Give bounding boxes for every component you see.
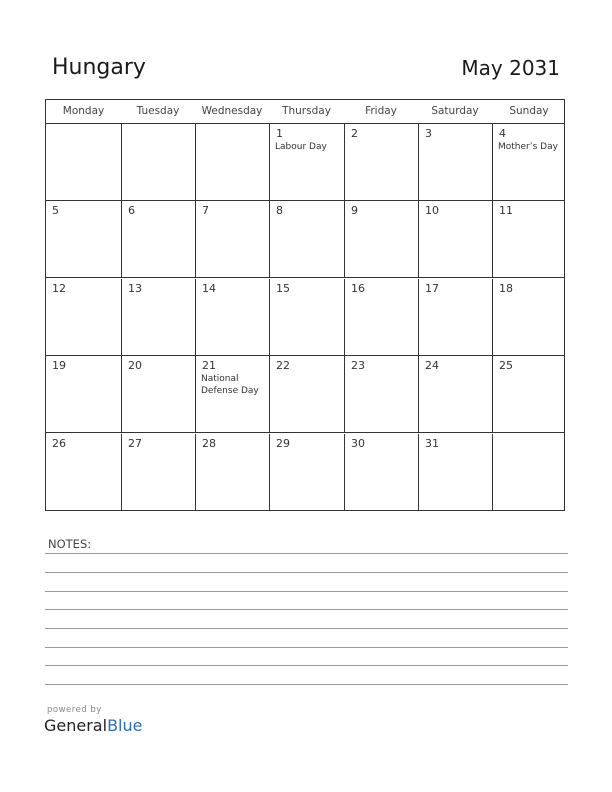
- day-number: 14: [202, 282, 216, 295]
- day-number: 5: [52, 204, 59, 217]
- week-row: [46, 201, 564, 278]
- day-number: 2: [351, 127, 358, 140]
- day-number: 18: [499, 282, 513, 295]
- day-number: 23: [351, 359, 365, 372]
- day-cell[interactable]: [418, 124, 492, 200]
- day-number: 12: [52, 282, 66, 295]
- day-cell[interactable]: [46, 279, 121, 355]
- day-number: 3: [425, 127, 432, 140]
- day-number: 28: [202, 437, 216, 450]
- week-row: [46, 356, 564, 433]
- note-line: [45, 647, 568, 648]
- day-cell[interactable]: [344, 124, 418, 200]
- day-number: 22: [276, 359, 290, 372]
- day-cell[interactable]: [121, 434, 195, 511]
- country-title: Hungary: [52, 55, 146, 80]
- day-number: 17: [425, 282, 439, 295]
- weekday-wednesday: Wednesday: [201, 105, 263, 117]
- day-number: 11: [499, 204, 513, 217]
- day-cell[interactable]: [269, 356, 344, 432]
- day-cell[interactable]: [121, 279, 195, 355]
- day-number: 4: [499, 127, 506, 140]
- day-cell[interactable]: [344, 434, 418, 511]
- day-cell[interactable]: [492, 356, 566, 432]
- day-number: 10: [425, 204, 439, 217]
- day-number: 29: [276, 437, 290, 450]
- day-cell[interactable]: [492, 124, 566, 200]
- day-cell[interactable]: [46, 434, 121, 511]
- day-number: 6: [128, 204, 135, 217]
- week-row: [46, 434, 564, 511]
- holiday-label: National Defense Day: [201, 374, 259, 396]
- day-cell[interactable]: [492, 434, 566, 511]
- day-number: 16: [351, 282, 365, 295]
- day-number: 30: [351, 437, 365, 450]
- day-number: 1: [276, 127, 283, 140]
- day-cell[interactable]: [121, 124, 195, 200]
- day-cell[interactable]: [492, 201, 566, 277]
- day-number: 7: [202, 204, 209, 217]
- holiday-label: Mother’s Day: [498, 142, 558, 152]
- day-number: 21: [202, 359, 216, 372]
- note-line: [45, 628, 568, 629]
- day-number: 9: [351, 204, 358, 217]
- weekday-saturday: Saturday: [431, 105, 479, 117]
- day-cell[interactable]: [46, 356, 121, 432]
- weekday-thursday: Thursday: [282, 105, 331, 117]
- day-number: 13: [128, 282, 142, 295]
- generalblue-logo[interactable]: [44, 716, 142, 735]
- day-cell[interactable]: [418, 434, 492, 511]
- note-line: [45, 609, 568, 610]
- day-cell[interactable]: [492, 279, 566, 355]
- day-cell[interactable]: [344, 201, 418, 277]
- note-line: [45, 684, 568, 685]
- day-cell[interactable]: [344, 279, 418, 355]
- day-number: 26: [52, 437, 66, 450]
- note-line: [45, 572, 568, 573]
- day-number: 24: [425, 359, 439, 372]
- note-line: [45, 591, 568, 592]
- holiday-label: Labour Day: [275, 142, 327, 152]
- day-number: 25: [499, 359, 513, 372]
- day-cell[interactable]: [46, 201, 121, 277]
- day-cell[interactable]: [121, 356, 195, 432]
- note-line: [45, 553, 568, 554]
- weekday-monday: Monday: [62, 105, 105, 117]
- day-cell[interactable]: [46, 124, 121, 200]
- day-number: 27: [128, 437, 142, 450]
- week-row: [46, 124, 564, 201]
- powered-by-text: powered by: [47, 705, 102, 715]
- day-cell[interactable]: [195, 279, 269, 355]
- day-number: 8: [276, 204, 283, 217]
- weekday-tuesday: Tuesday: [136, 105, 180, 117]
- day-cell[interactable]: [418, 356, 492, 432]
- brand-blue: Blue: [107, 716, 143, 735]
- day-cell[interactable]: [121, 201, 195, 277]
- day-cell[interactable]: [344, 356, 418, 432]
- day-cell[interactable]: [269, 279, 344, 355]
- day-cell[interactable]: [418, 279, 492, 355]
- weekday-header-row: [46, 100, 564, 124]
- day-cell[interactable]: [195, 434, 269, 511]
- week-row: [46, 279, 564, 356]
- day-cell[interactable]: [195, 124, 269, 200]
- day-cell[interactable]: [418, 201, 492, 277]
- weekday-sunday: Sunday: [509, 105, 549, 117]
- day-number: 19: [52, 359, 66, 372]
- brand-general: General: [44, 716, 108, 735]
- day-number: 31: [425, 437, 439, 450]
- note-line: [45, 665, 568, 666]
- weekday-friday: Friday: [365, 105, 397, 117]
- notes-label: NOTES:: [48, 537, 92, 551]
- day-cell[interactable]: [269, 434, 344, 511]
- day-number: 15: [276, 282, 290, 295]
- month-year-title: May 2031: [461, 56, 560, 80]
- day-cell[interactable]: [195, 201, 269, 277]
- day-cell[interactable]: [195, 356, 269, 432]
- calendar-grid: [45, 99, 565, 511]
- day-cell[interactable]: [269, 124, 344, 200]
- day-number: 20: [128, 359, 142, 372]
- day-cell[interactable]: [269, 201, 344, 277]
